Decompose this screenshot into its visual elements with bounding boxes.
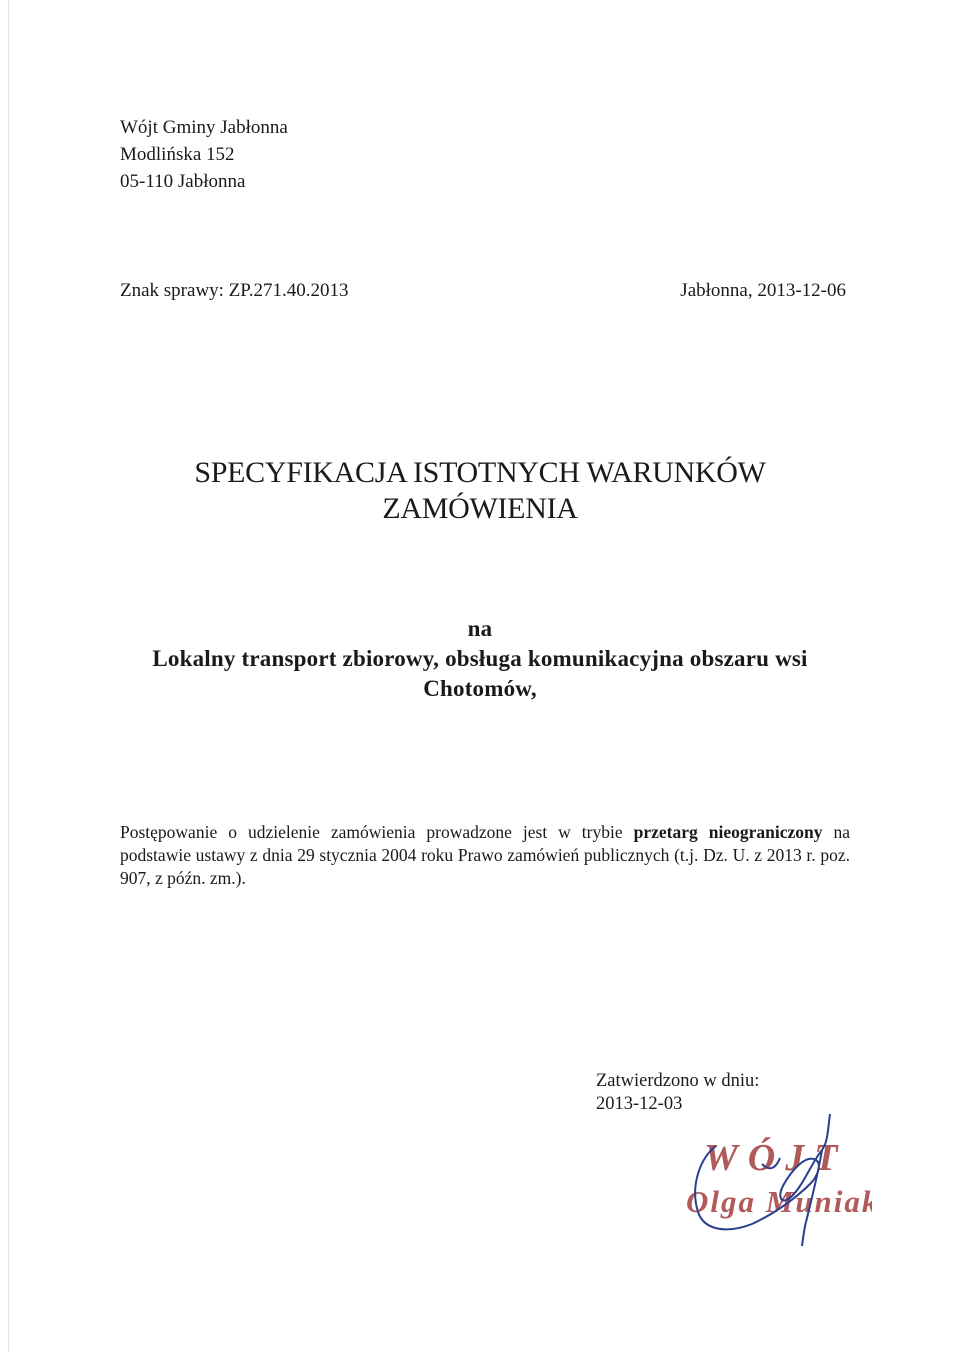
stamp-name: Olga Muniak bbox=[686, 1184, 872, 1219]
place-and-date: Jabłonna, 2013-12-06 bbox=[680, 280, 846, 301]
letterhead-line-3: 05-110 Jabłonna bbox=[120, 171, 246, 192]
letterhead-line-1: Wójt Gminy Jabłonna bbox=[120, 117, 288, 138]
document-title-line-1: SPECYFIKACJA ISTOTNYCH WARUNKÓW bbox=[194, 456, 766, 489]
document-title-line-2: ZAMÓWIENIA bbox=[382, 492, 578, 525]
subject-line-2: Chotomów, bbox=[423, 676, 537, 701]
procedure-text-before: Postępowanie o udzielenie zamówienia prowadzone jest w trybie bbox=[120, 822, 634, 842]
procedure-paragraph bbox=[120, 821, 850, 890]
stamp-signature-graphic bbox=[672, 1112, 872, 1262]
signature-icon bbox=[695, 1114, 830, 1246]
official-stamp bbox=[672, 1112, 872, 1262]
approval-date: 2013-12-03 bbox=[596, 1094, 683, 1114]
scan-edge-line bbox=[8, 0, 9, 1352]
subject-line-1: Lokalny transport zbiorowy, obsługa komunikacyjna obszaru wsi bbox=[152, 646, 808, 671]
letterhead-line-2: Modlińska 152 bbox=[120, 144, 235, 165]
subject-prefix: na bbox=[467, 616, 493, 641]
procedure-text-after: na podstawie ustawy z dnia 29 stycznia 2004 roku Prawo zamówień publicznych (t.j. Dz. U. z 2013 r. poz. 907, z późn. zm.). bbox=[120, 822, 850, 888]
stamp-title: WÓJT bbox=[704, 1137, 848, 1179]
procedure-mode: przetarg nieograniczony bbox=[633, 822, 823, 842]
case-reference: Znak sprawy: ZP.271.40.2013 bbox=[120, 280, 349, 301]
approval-label: Zatwierdzono w dniu: bbox=[596, 1071, 760, 1091]
